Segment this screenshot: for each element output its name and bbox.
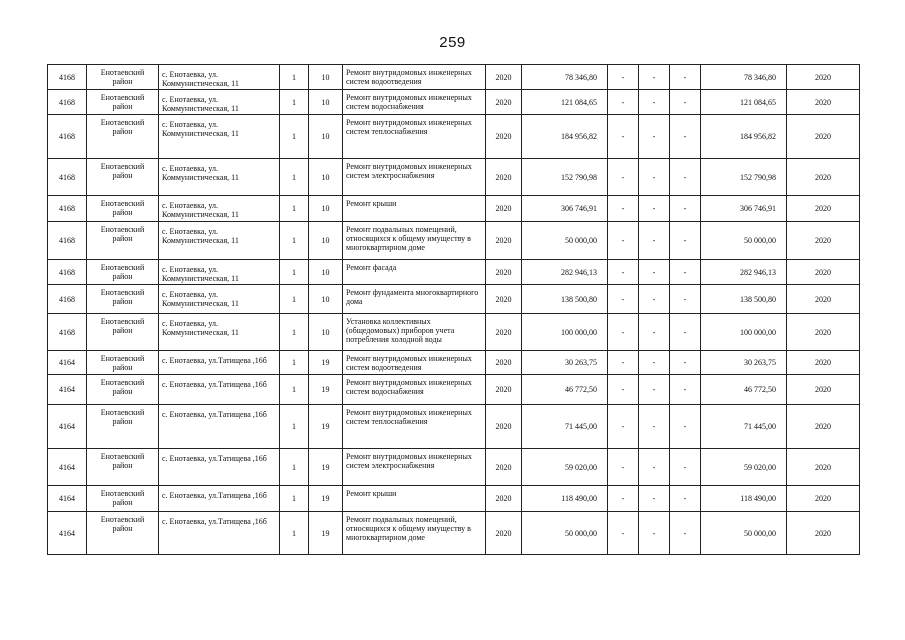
district-cell: Енотаевский район xyxy=(87,260,159,285)
count-cell: 1 xyxy=(280,196,309,222)
total-cell: 152 790,98 xyxy=(701,159,787,196)
dash-cell: - xyxy=(639,405,670,449)
dash-cell: - xyxy=(608,314,639,351)
dash-cell: - xyxy=(608,375,639,405)
table-row xyxy=(48,351,860,375)
address-cell: с. Енотаевка, ул. Коммунистическая, 11 xyxy=(159,260,280,285)
table-row xyxy=(48,222,860,260)
total-cell: 30 263,75 xyxy=(701,351,787,375)
table-body xyxy=(48,65,860,555)
table-row xyxy=(48,115,860,159)
table-row xyxy=(48,90,860,115)
dash-cell: - xyxy=(639,222,670,260)
amount-cell: 306 746,91 xyxy=(522,196,608,222)
address-cell: с. Енотаевка, ул.Татищева ,16б xyxy=(159,449,280,486)
term-cell: 2020 xyxy=(787,405,860,449)
year-cell: 2020 xyxy=(486,159,522,196)
work-type-cell: Ремонт внутридомовых инженерных систем водоснабжения xyxy=(343,90,486,115)
district-cell: Енотаевский район xyxy=(87,285,159,314)
district-cell: Енотаевский район xyxy=(87,159,159,196)
amount-cell: 71 445,00 xyxy=(522,405,608,449)
house-id-cell: 4164 xyxy=(48,486,87,512)
district-cell: Енотаевский район xyxy=(87,449,159,486)
amount-cell: 152 790,98 xyxy=(522,159,608,196)
dash-cell: - xyxy=(608,90,639,115)
year-cell: 2020 xyxy=(486,285,522,314)
district-cell: Енотаевский район xyxy=(87,351,159,375)
work-type-cell: Ремонт внутридомовых инженерных систем электроснабжения xyxy=(343,449,486,486)
table-row xyxy=(48,512,860,555)
work-type-cell: Ремонт подвальных помещений, относящихся к общему имуществу в многоквартирном доме xyxy=(343,512,486,555)
house-id-cell: 4164 xyxy=(48,405,87,449)
address-cell: с. Енотаевка, ул.Татищева ,16б xyxy=(159,375,280,405)
address-cell: с. Енотаевка, ул. Коммунистическая, 11 xyxy=(159,159,280,196)
district-cell: Енотаевский район xyxy=(87,375,159,405)
dash-cell: - xyxy=(608,405,639,449)
term-cell: 2020 xyxy=(787,314,860,351)
dash-cell: - xyxy=(608,285,639,314)
term-cell: 2020 xyxy=(787,159,860,196)
year-cell: 2020 xyxy=(486,115,522,159)
table-row xyxy=(48,375,860,405)
term-cell: 2020 xyxy=(787,196,860,222)
dash-cell: - xyxy=(639,90,670,115)
dash-cell: - xyxy=(670,90,701,115)
total-cell: 282 946,13 xyxy=(701,260,787,285)
dash-cell: - xyxy=(670,486,701,512)
apartments-cell: 19 xyxy=(309,375,343,405)
year-cell: 2020 xyxy=(486,375,522,405)
dash-cell: - xyxy=(670,260,701,285)
amount-cell: 184 956,82 xyxy=(522,115,608,159)
term-cell: 2020 xyxy=(787,486,860,512)
year-cell: 2020 xyxy=(486,512,522,555)
dash-cell: - xyxy=(670,196,701,222)
year-cell: 2020 xyxy=(486,314,522,351)
work-type-cell: Ремонт внутридомовых инженерных систем водоотведения xyxy=(343,65,486,90)
total-cell: 59 020,00 xyxy=(701,449,787,486)
dash-cell: - xyxy=(639,65,670,90)
amount-cell: 59 020,00 xyxy=(522,449,608,486)
dash-cell: - xyxy=(639,285,670,314)
total-cell: 138 500,80 xyxy=(701,285,787,314)
work-type-cell: Ремонт крыши xyxy=(343,486,486,512)
table-row xyxy=(48,314,860,351)
year-cell: 2020 xyxy=(486,260,522,285)
year-cell: 2020 xyxy=(486,486,522,512)
work-type-cell: Ремонт внутридомовых инженерных систем водоснабжения xyxy=(343,375,486,405)
dash-cell: - xyxy=(639,449,670,486)
dash-cell: - xyxy=(670,405,701,449)
district-cell: Енотаевский район xyxy=(87,65,159,90)
total-cell: 306 746,91 xyxy=(701,196,787,222)
work-type-cell: Ремонт внутридомовых инженерных систем теплоснабжения xyxy=(343,115,486,159)
repair-registry-table xyxy=(47,64,860,555)
apartments-cell: 10 xyxy=(309,222,343,260)
address-cell: с. Енотаевка, ул. Коммунистическая, 11 xyxy=(159,115,280,159)
house-id-cell: 4168 xyxy=(48,285,87,314)
year-cell: 2020 xyxy=(486,449,522,486)
count-cell: 1 xyxy=(280,449,309,486)
year-cell: 2020 xyxy=(486,196,522,222)
dash-cell: - xyxy=(670,285,701,314)
page-number: 259 xyxy=(439,34,466,51)
amount-cell: 50 000,00 xyxy=(522,512,608,555)
house-id-cell: 4164 xyxy=(48,449,87,486)
dash-cell: - xyxy=(670,512,701,555)
district-cell: Енотаевский район xyxy=(87,90,159,115)
term-cell: 2020 xyxy=(787,222,860,260)
dash-cell: - xyxy=(639,351,670,375)
dash-cell: - xyxy=(670,314,701,351)
address-cell: с. Енотаевка, ул. Коммунистическая, 11 xyxy=(159,314,280,351)
district-cell: Енотаевский район xyxy=(87,512,159,555)
year-cell: 2020 xyxy=(486,222,522,260)
count-cell: 1 xyxy=(280,375,309,405)
dash-cell: - xyxy=(608,159,639,196)
total-cell: 50 000,00 xyxy=(701,222,787,260)
term-cell: 2020 xyxy=(787,260,860,285)
table-row xyxy=(48,159,860,196)
dash-cell: - xyxy=(639,115,670,159)
year-cell: 2020 xyxy=(486,90,522,115)
district-cell: Енотаевский район xyxy=(87,486,159,512)
work-type-cell: Ремонт подвальных помещений, относящихся к общему имуществу в многоквартирном доме xyxy=(343,222,486,260)
dash-cell: - xyxy=(670,222,701,260)
address-cell: с. Енотаевка, ул. Коммунистическая, 11 xyxy=(159,222,280,260)
amount-cell: 121 084,65 xyxy=(522,90,608,115)
house-id-cell: 4168 xyxy=(48,159,87,196)
amount-cell: 282 946,13 xyxy=(522,260,608,285)
work-type-cell: Ремонт крыши xyxy=(343,196,486,222)
dash-cell: - xyxy=(608,196,639,222)
total-cell: 184 956,82 xyxy=(701,115,787,159)
dash-cell: - xyxy=(608,222,639,260)
apartments-cell: 10 xyxy=(309,65,343,90)
dash-cell: - xyxy=(608,512,639,555)
total-cell: 50 000,00 xyxy=(701,512,787,555)
district-cell: Енотаевский район xyxy=(87,222,159,260)
dash-cell: - xyxy=(639,159,670,196)
house-id-cell: 4168 xyxy=(48,314,87,351)
apartments-cell: 19 xyxy=(309,351,343,375)
term-cell: 2020 xyxy=(787,285,860,314)
apartments-cell: 19 xyxy=(309,486,343,512)
count-cell: 1 xyxy=(280,260,309,285)
count-cell: 1 xyxy=(280,285,309,314)
table-row xyxy=(48,285,860,314)
total-cell: 78 346,80 xyxy=(701,65,787,90)
total-cell: 46 772,50 xyxy=(701,375,787,405)
work-type-cell: Ремонт внутридомовых инженерных систем электроснабжения xyxy=(343,159,486,196)
dash-cell: - xyxy=(639,486,670,512)
work-type-cell: Ремонт внутридомовых инженерных систем водоотведения xyxy=(343,351,486,375)
table-row xyxy=(48,405,860,449)
work-type-cell: Установка коллективных (общедомовых) приборов учета потребления холодной воды xyxy=(343,314,486,351)
dash-cell: - xyxy=(608,449,639,486)
work-type-cell: Ремонт фасада xyxy=(343,260,486,285)
count-cell: 1 xyxy=(280,222,309,260)
total-cell: 121 084,65 xyxy=(701,90,787,115)
dash-cell: - xyxy=(670,351,701,375)
district-cell: Енотаевский район xyxy=(87,314,159,351)
apartments-cell: 10 xyxy=(309,196,343,222)
apartments-cell: 19 xyxy=(309,512,343,555)
count-cell: 1 xyxy=(280,90,309,115)
district-cell: Енотаевский район xyxy=(87,115,159,159)
table-row xyxy=(48,449,860,486)
address-cell: с. Енотаевка, ул.Татищева ,16б xyxy=(159,486,280,512)
work-type-cell: Ремонт фундамента многоквартирного дома xyxy=(343,285,486,314)
apartments-cell: 10 xyxy=(309,159,343,196)
amount-cell: 78 346,80 xyxy=(522,65,608,90)
count-cell: 1 xyxy=(280,314,309,351)
count-cell: 1 xyxy=(280,512,309,555)
count-cell: 1 xyxy=(280,115,309,159)
dash-cell: - xyxy=(639,375,670,405)
term-cell: 2020 xyxy=(787,115,860,159)
district-cell: Енотаевский район xyxy=(87,405,159,449)
amount-cell: 118 490,00 xyxy=(522,486,608,512)
house-id-cell: 4168 xyxy=(48,115,87,159)
term-cell: 2020 xyxy=(787,65,860,90)
house-id-cell: 4164 xyxy=(48,512,87,555)
dash-cell: - xyxy=(608,486,639,512)
table-row xyxy=(48,486,860,512)
dash-cell: - xyxy=(670,65,701,90)
count-cell: 1 xyxy=(280,159,309,196)
address-cell: с. Енотаевка, ул. Коммунистическая, 11 xyxy=(159,196,280,222)
count-cell: 1 xyxy=(280,351,309,375)
house-id-cell: 4168 xyxy=(48,90,87,115)
address-cell: с. Енотаевка, ул.Татищева ,16б xyxy=(159,512,280,555)
amount-cell: 100 000,00 xyxy=(522,314,608,351)
district-cell: Енотаевский район xyxy=(87,196,159,222)
total-cell: 100 000,00 xyxy=(701,314,787,351)
table-row xyxy=(48,196,860,222)
dash-cell: - xyxy=(608,351,639,375)
house-id-cell: 4168 xyxy=(48,260,87,285)
term-cell: 2020 xyxy=(787,90,860,115)
apartments-cell: 10 xyxy=(309,285,343,314)
dash-cell: - xyxy=(639,260,670,285)
dash-cell: - xyxy=(639,512,670,555)
dash-cell: - xyxy=(639,314,670,351)
dash-cell: - xyxy=(639,196,670,222)
dash-cell: - xyxy=(608,115,639,159)
address-cell: с. Енотаевка, ул.Татищева ,16б xyxy=(159,405,280,449)
total-cell: 71 445,00 xyxy=(701,405,787,449)
apartments-cell: 19 xyxy=(309,405,343,449)
work-type-cell: Ремонт внутридомовых инженерных систем теплоснабжения xyxy=(343,405,486,449)
house-id-cell: 4164 xyxy=(48,375,87,405)
amount-cell: 138 500,80 xyxy=(522,285,608,314)
amount-cell: 46 772,50 xyxy=(522,375,608,405)
dash-cell: - xyxy=(670,115,701,159)
dash-cell: - xyxy=(608,65,639,90)
table-row xyxy=(48,65,860,90)
year-cell: 2020 xyxy=(486,405,522,449)
address-cell: с. Енотаевка, ул. Коммунистическая, 11 xyxy=(159,65,280,90)
term-cell: 2020 xyxy=(787,351,860,375)
term-cell: 2020 xyxy=(787,449,860,486)
house-id-cell: 4164 xyxy=(48,351,87,375)
house-id-cell: 4168 xyxy=(48,222,87,260)
term-cell: 2020 xyxy=(787,375,860,405)
table-row xyxy=(48,260,860,285)
count-cell: 1 xyxy=(280,405,309,449)
amount-cell: 50 000,00 xyxy=(522,222,608,260)
apartments-cell: 10 xyxy=(309,90,343,115)
house-id-cell: 4168 xyxy=(48,65,87,90)
apartments-cell: 10 xyxy=(309,314,343,351)
count-cell: 1 xyxy=(280,65,309,90)
dash-cell: - xyxy=(670,449,701,486)
total-cell: 118 490,00 xyxy=(701,486,787,512)
count-cell: 1 xyxy=(280,486,309,512)
address-cell: с. Енотаевка, ул.Татищева ,16б xyxy=(159,351,280,375)
apartments-cell: 19 xyxy=(309,449,343,486)
dash-cell: - xyxy=(670,159,701,196)
apartments-cell: 10 xyxy=(309,115,343,159)
dash-cell: - xyxy=(670,375,701,405)
house-id-cell: 4168 xyxy=(48,196,87,222)
apartments-cell: 10 xyxy=(309,260,343,285)
year-cell: 2020 xyxy=(486,65,522,90)
term-cell: 2020 xyxy=(787,512,860,555)
address-cell: с. Енотаевка, ул. Коммунистическая, 11 xyxy=(159,90,280,115)
amount-cell: 30 263,75 xyxy=(522,351,608,375)
address-cell: с. Енотаевка, ул. Коммунистическая, 11 xyxy=(159,285,280,314)
year-cell: 2020 xyxy=(486,351,522,375)
dash-cell: - xyxy=(608,260,639,285)
